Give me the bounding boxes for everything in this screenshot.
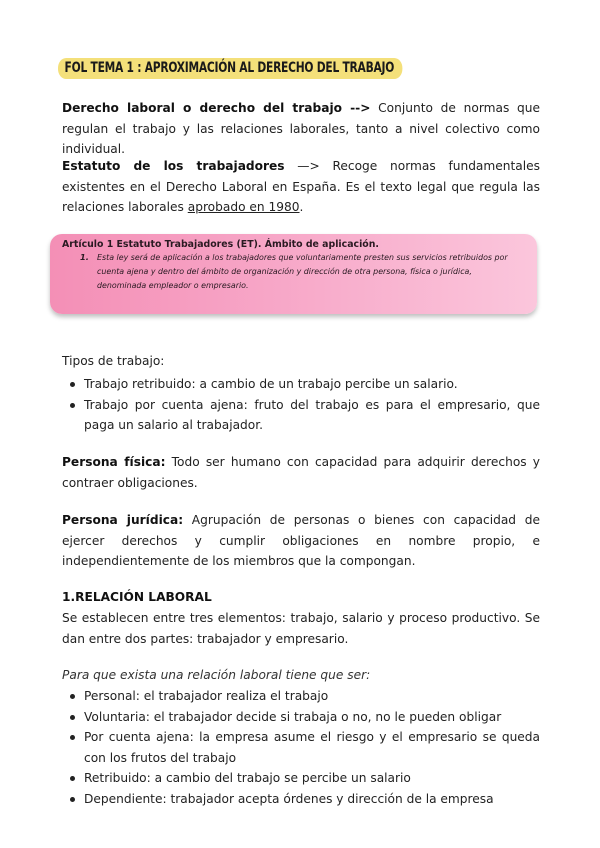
relacion-list xyxy=(62,686,540,809)
list-item xyxy=(62,768,540,789)
list-item-text: Trabajo por cuenta ajena: fruto del trabajo es para el empresario, que paga un salario al trabajador. xyxy=(84,397,540,432)
bullet-icon xyxy=(70,403,75,408)
definition-text: —> Recoge normas fundamentales existentes en el Derecho Laboral en España. Es el texto legal que regula las relaciones laborales xyxy=(62,159,540,214)
bullet-icon xyxy=(70,382,75,387)
list-item-text: Trabajo retribuido: a cambio de un trabajo percibe un salario. xyxy=(84,377,458,391)
term-derecho-laboral: Derecho laboral o derecho del trabajo --> xyxy=(62,101,371,115)
list-item xyxy=(62,374,540,395)
tipos-intro: Tipos de trabajo: xyxy=(62,354,165,368)
list-item xyxy=(62,707,540,728)
list-item-text: Por cuenta ajena: la empresa asume el riesgo y el empresario se queda con los frutos del trabajo xyxy=(84,730,540,765)
bullet-icon xyxy=(70,776,75,781)
list-item-text: Retribuido: a cambio del trabajo se percibe un salario xyxy=(84,771,411,785)
tipos-list xyxy=(62,374,540,436)
callout-number: 1. xyxy=(80,252,89,262)
list-item xyxy=(62,686,540,707)
definition-text-end: . xyxy=(299,200,304,214)
definition-text: Agrupación de personas o bienes con capacidad de ejercer derechos y cumplir obligaciones en nombre propio, e independientemente de los miembros que la compongan. xyxy=(62,513,540,568)
definition-text: Conjunto de normas que regulan el trabajo y las relaciones laborales, tanto a nivel colectivo como individual. xyxy=(62,101,540,156)
term-estatuto: Estatuto de los trabajadores xyxy=(62,159,285,173)
bullet-icon xyxy=(70,735,75,740)
page-title: FOL TEMA 1 : APROXIMACIÓN AL DERECHO DEL TRABAJO xyxy=(58,58,402,79)
section-heading: 1.RELACIÓN LABORAL xyxy=(62,590,212,604)
article-callout xyxy=(50,234,537,314)
term-persona-juridica: Persona jurídica: xyxy=(62,513,184,527)
list-item xyxy=(62,727,540,768)
definition-estatuto xyxy=(62,156,540,218)
bullet-icon xyxy=(70,715,75,720)
definition-derecho-laboral xyxy=(62,98,540,160)
term-persona-fisica: Persona física: xyxy=(62,455,166,469)
definition-persona-fisica xyxy=(62,452,540,493)
callout-text: Esta ley será de aplicación a los trabajadores que voluntariamente presten sus servicios retribuidos por cuenta ajena y dentro del ámbito de organización y dirección de otra persona, física o jurídica, denominada empleador o empresario. xyxy=(97,253,508,290)
bullet-icon xyxy=(70,797,75,802)
relacion-text: Se establecen entre tres elementos: trabajo, salario y proceso productivo. Se dan entre dos partes: trabajador y empresario. xyxy=(62,611,540,646)
bullet-icon xyxy=(70,694,75,699)
list-item xyxy=(62,789,540,810)
relacion-intro: Para que exista una relación laboral tiene que ser: xyxy=(62,668,371,682)
list-item-text: Personal: el trabajador realiza el trabajo xyxy=(84,689,329,703)
list-item-text: Dependiente: trabajador acepta órdenes y dirección de la empresa xyxy=(84,791,494,806)
callout-heading: Artículo 1 Estatuto Trabajadores (ET). Ámbito de aplicación. xyxy=(62,239,379,250)
list-item-text: Voluntaria: el trabajador decide si trabaja o no, no le pueden obligar xyxy=(84,709,502,724)
list-item xyxy=(62,395,540,436)
definition-text: Todo ser humano con capacidad para adquirir derechos y contraer obligaciones. xyxy=(62,455,541,490)
definition-persona-juridica xyxy=(62,510,540,572)
underlined-text: aprobado en 1980 xyxy=(187,200,300,214)
